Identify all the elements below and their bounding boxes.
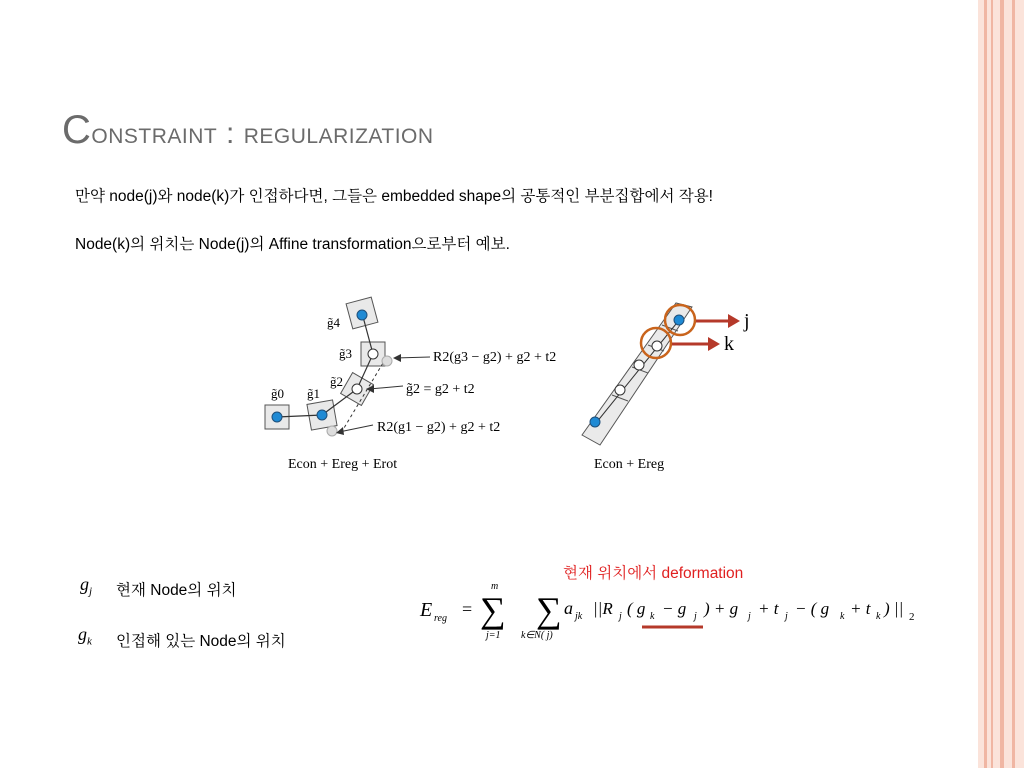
node-j xyxy=(674,315,684,325)
stripe-line-3 xyxy=(1000,0,1004,768)
node-k xyxy=(652,341,662,351)
body-line-1: 만약 node(j)와 node(k)가 인접하다면, 그들은 embedded shape의 공통적인 부분집합에서 작용! xyxy=(75,188,713,205)
label-j: j xyxy=(744,310,750,332)
formula-equals: = xyxy=(462,599,473,619)
formula-norm-sub: 2 xyxy=(909,611,915,623)
formula-Rj-sub: j xyxy=(619,611,622,622)
sum-2: ∑ xyxy=(536,590,562,630)
label-k: k xyxy=(724,333,734,355)
node-g3 xyxy=(368,349,378,359)
sum-1-top: m xyxy=(491,581,499,592)
formula-E-sub: reg xyxy=(434,613,447,624)
formula-body-2: ( g xyxy=(627,599,646,618)
arrow-k-head xyxy=(708,337,720,351)
sum-2-bottom: k∈N( j) xyxy=(521,630,553,641)
node-g4 xyxy=(357,310,367,320)
formula-tk-sub: k xyxy=(876,611,881,622)
formula-body-1: ||R xyxy=(593,599,613,618)
gk-description: 인접해 있는 Node의 위치 xyxy=(116,633,286,650)
node-g0 xyxy=(272,412,282,422)
formula-gj-sub: j xyxy=(694,611,697,622)
label-g4: g̃4 xyxy=(327,315,340,330)
eq-mid: g̃2 = g2 + t2 xyxy=(406,382,475,397)
formula-body-7: + t xyxy=(850,599,871,618)
stripe-line-2 xyxy=(991,0,993,768)
label-g2: g̃2 xyxy=(330,374,343,389)
node-g1 xyxy=(317,410,327,420)
formula-E: E xyxy=(420,599,433,621)
arrow-j-head xyxy=(728,314,740,328)
eq-bot: R2(g1 − g2) + g2 + t2 xyxy=(377,420,501,435)
node-g3-ghost xyxy=(382,356,392,366)
arrow-top-head xyxy=(393,354,401,362)
node-3 xyxy=(634,360,644,370)
body-line-2: Node(k)의 위치는 Node(j)의 Affine transformation으로부터 예보. xyxy=(75,236,510,253)
gk-symbol: $g_k$ xyxy=(78,624,92,648)
deformation-annotation: 현재 위치에서 deformation xyxy=(563,565,744,582)
eq-top: R2(g3 − g2) + g2 + t2 xyxy=(433,350,557,365)
stripe-line-1 xyxy=(984,0,987,768)
gj-symbol: $g_j$ xyxy=(80,574,93,598)
formula-body-5: + t xyxy=(758,599,779,618)
formula-gk-sub: k xyxy=(650,611,655,622)
arrow-bot xyxy=(339,425,373,432)
formula-a: a xyxy=(564,598,573,618)
node-g2 xyxy=(352,384,362,394)
sum-1: ∑ xyxy=(480,590,506,630)
regularization-formula xyxy=(418,580,928,650)
formula-body-8: ) || xyxy=(884,599,904,618)
label-g0: g̃0 xyxy=(271,386,284,401)
caption-left: Econ + Ereg + Erot xyxy=(288,457,398,472)
formula-gk2-sub: k xyxy=(840,611,845,622)
formula-body-4: ) + g xyxy=(704,599,739,618)
label-g3: g̃3 xyxy=(339,346,352,361)
arrow-mid xyxy=(369,386,403,389)
node-g1-ghost xyxy=(327,426,337,436)
node-bottom xyxy=(590,417,600,427)
page-title: Constraint : regularization xyxy=(62,108,434,152)
gj-description: 현재 Node의 위치 xyxy=(116,582,237,599)
left-figure xyxy=(255,295,595,475)
stripe-line-4 xyxy=(1012,0,1015,768)
node-2 xyxy=(615,385,625,395)
formula-body-6: − ( g xyxy=(795,599,830,618)
formula-gj2-sub: j xyxy=(748,611,751,622)
caption-right: Econ + Ereg xyxy=(594,457,665,472)
formula-body-3: − g xyxy=(662,599,687,618)
right-figure xyxy=(580,295,780,475)
formula-tj-sub: j xyxy=(785,611,788,622)
sum-1-bottom: j=1 xyxy=(486,630,501,641)
formula-a-sub: jk xyxy=(575,611,583,622)
label-g1: g̃1 xyxy=(307,386,320,401)
